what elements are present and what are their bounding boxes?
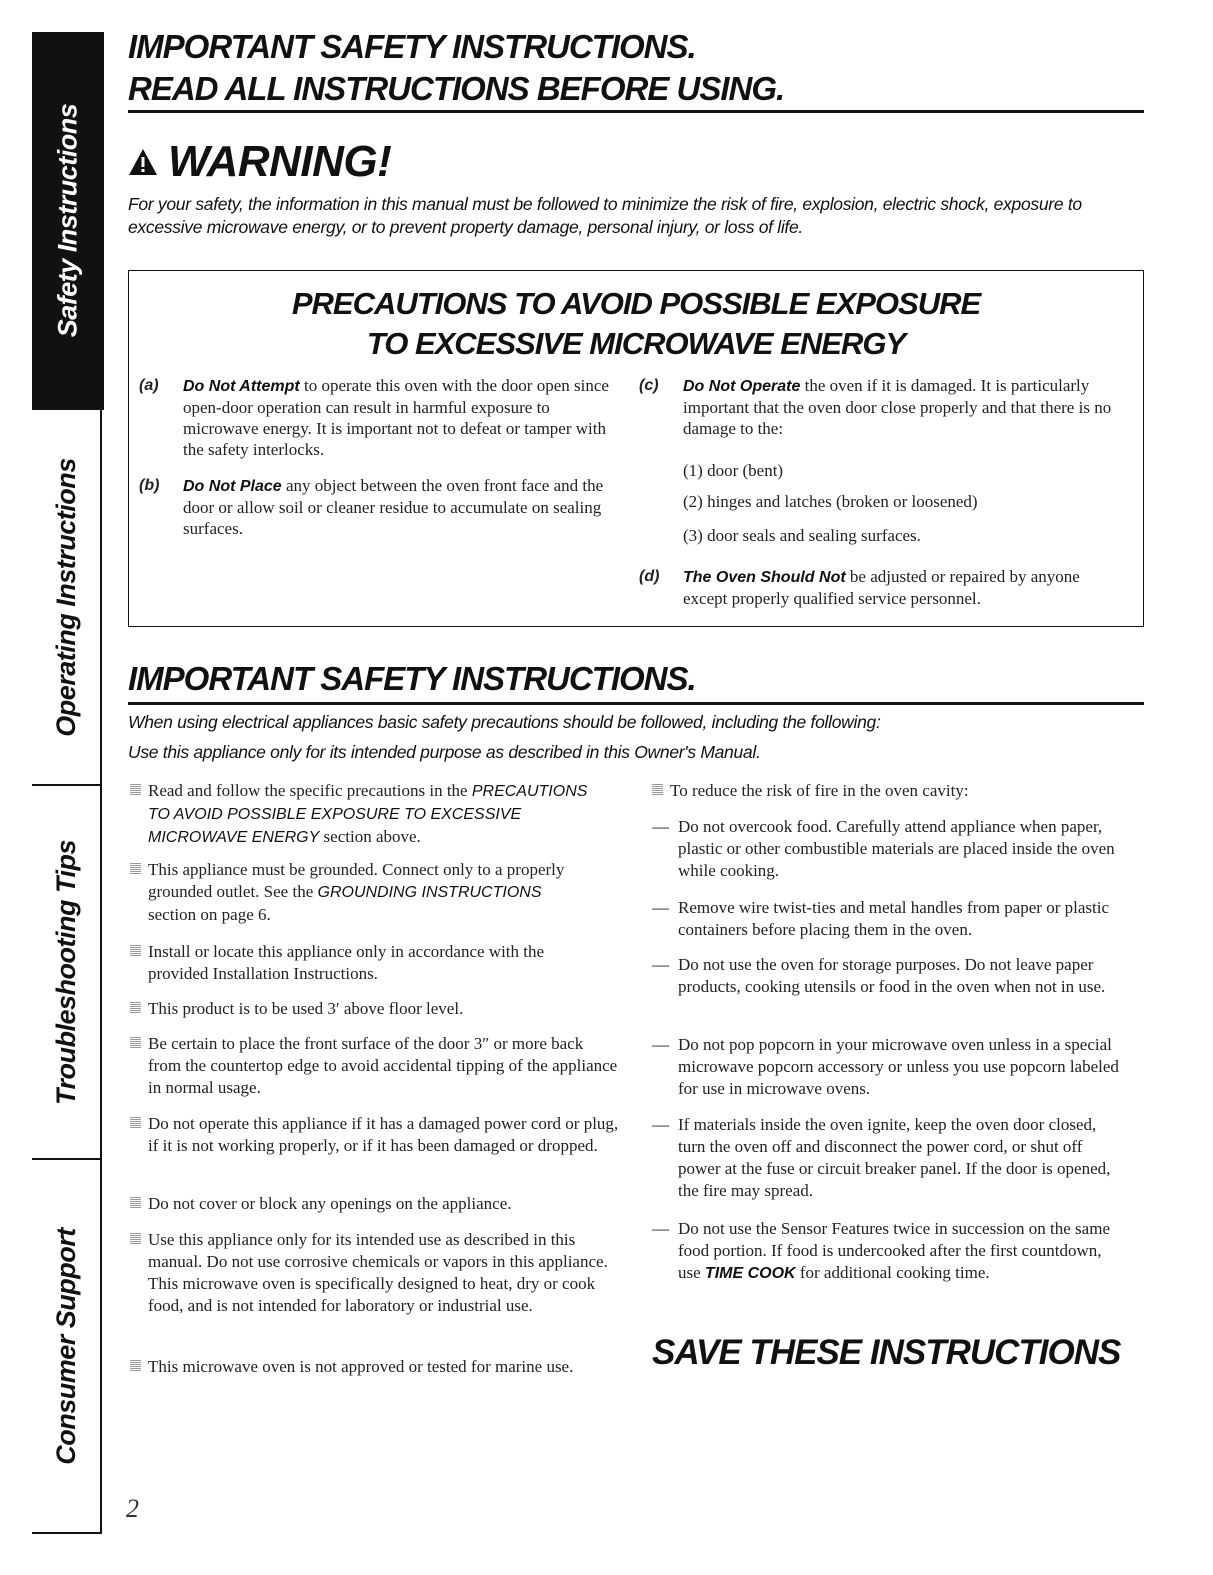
precaution-text: to operate this oven with the door open since open-door operation can result in harmful exposure to microwave energy. It is important not to defeat or tamper with the safety interlocks.	[183, 376, 609, 459]
list-item	[130, 780, 600, 849]
dash-mark: —	[652, 817, 669, 836]
header-rule	[128, 110, 1144, 113]
list-item	[130, 859, 590, 926]
precaution-mark: (a)	[139, 377, 159, 394]
precaution-c-sub-1: (1) door (bent)	[683, 461, 784, 480]
safety-desc-2: Use this appliance only for its intended purpose as described in this Owner's Manual.	[128, 742, 761, 762]
list-item	[130, 1356, 580, 1378]
dash-text: Do not pop popcorn in your microwave oven unless in a special microwave popcorn accessory or unless you use popcorn labeled for use in microwave ovens.	[678, 1035, 1119, 1098]
precaution-lead: Do Not Attempt	[183, 378, 300, 395]
tab-consumer-support[interactable]	[32, 1160, 102, 1534]
precaution-lead: Do Not Operate	[683, 378, 801, 395]
precautions-box	[128, 270, 1144, 627]
dash-text: Do not use the oven for storage purposes. Do not leave paper products, cooking utensils or food in the oven when not in use.	[678, 955, 1106, 996]
precaution-text: the oven if it is damaged. It is particularly important that the oven door close properly and that there is no damage to the:	[683, 376, 1112, 438]
list-item	[130, 1193, 650, 1215]
tab-label: Safety Instructions	[52, 103, 83, 337]
bullet-text: Install or locate this appliance only in accordance with the provided Installation Instructions.	[148, 942, 545, 983]
list-item	[130, 1113, 620, 1157]
warning-triangle-icon	[128, 148, 158, 176]
dash-text: If materials inside the oven ignite, keep the oven door closed, turn the oven off and disconnect the power cord, or shut off power at the fuse or circuit breaker panel. If the door is opened, the fire may spread.	[678, 1115, 1111, 1200]
dash-text: for additional cooking time.	[795, 1263, 990, 1282]
precaution-c-sub-2: (2) hinges and latches (broken or loosened)	[683, 492, 978, 511]
bullet-text: Be certain to place the front surface of the door 3″ or more back from the countertop edge to avoid accidental tipping of the appliance in normal usage.	[148, 1034, 618, 1097]
precaution-lead: The Oven Should Not	[683, 569, 846, 586]
bullet-emphasis: GROUNDING INSTRUCTIONS	[317, 884, 542, 901]
precaution-a	[139, 375, 629, 460]
bullet-icon	[130, 1037, 141, 1048]
tab-label: Troubleshooting Tips	[50, 839, 81, 1105]
bullet-emphasis: PRECAUTIONS TO AVOID POSSIBLE EXPOSURE TO EXCESSIVE MICROWAVE ENERGY	[148, 783, 588, 846]
bullet-text: Use this appliance only for its intended use as described in this manual. Do not use corrosive chemicals or vapors in this appliance. This microwave oven is specifically designed to heat, dry or cook food, and is not intended for laboratory or industrial use.	[148, 1230, 608, 1315]
warning-title: WARNING!	[168, 137, 392, 186]
list-item	[652, 780, 1132, 802]
precaution-mark: (b)	[139, 477, 160, 494]
bullet-text: Read and follow the specific precautions in the	[148, 781, 472, 800]
tab-label: Consumer Support	[50, 1227, 81, 1465]
bullet-text: section on page 6.	[148, 905, 271, 924]
precaution-c-sub-3: (3) door seals and sealing surfaces.	[683, 526, 921, 545]
page-number: 2	[126, 1494, 139, 1523]
list-item	[130, 1033, 620, 1099]
bullet-icon	[130, 1117, 141, 1128]
tab-label: Operating Instructions	[50, 457, 81, 737]
dash-mark: —	[652, 1219, 669, 1238]
precautions-title-line1: PRECAUTIONS TO AVOID POSSIBLE EXPOSURE	[291, 286, 981, 321]
dash-text: Do not overcook food. Carefully attend appliance when paper, plastic or other combustible materials are placed inside the oven while cooking.	[678, 817, 1115, 880]
bullet-icon	[130, 1233, 141, 1244]
list-item	[652, 1218, 1122, 1285]
list-item	[652, 816, 1122, 882]
precaution-text: be adjusted or repaired by anyone except properly qualified service personnel.	[683, 567, 1080, 608]
list-item	[652, 1034, 1122, 1100]
tab-troubleshooting-tips[interactable]	[32, 786, 102, 1160]
precautions-title-line2: TO EXCESSIVE MICROWAVE ENERGY	[366, 326, 906, 361]
precaution-mark: (d)	[639, 568, 660, 585]
bullet-text: Do not cover or block any openings on the appliance.	[148, 1194, 512, 1213]
list-item	[130, 998, 650, 1020]
list-item	[652, 897, 1122, 941]
bullet-icon	[130, 863, 141, 874]
warning-text: For your safety, the information in this manual must be followed to minimize the risk of fire, explosion, electric shock, exposure to excessive microwave energy, or to prevent property damage, personal injury, or loss of life.	[128, 194, 1082, 237]
bullet-text: This appliance must be grounded. Connect only to a properly grounded outlet. See the	[148, 860, 565, 901]
dash-text: Do not use the Sensor Features twice in succession on the same food portion. If food is undercooked after the first countdown, use	[678, 1219, 1110, 1282]
precaution-d	[639, 566, 1119, 609]
precaution-lead: Do Not Place	[183, 478, 282, 495]
dash-mark: —	[652, 1115, 669, 1134]
warning-heading	[128, 137, 391, 187]
safety-rule	[128, 702, 1144, 705]
safety-desc-1: When using electrical appliances basic safety precautions should be followed, including the following:	[128, 712, 881, 732]
bullet-text: To reduce the risk of fire in the oven cavity:	[670, 781, 969, 800]
dash-emphasis: TIME COOK	[704, 1265, 796, 1282]
dash-mark: —	[652, 955, 669, 974]
bullet-icon	[130, 945, 141, 956]
dash-mark: —	[652, 898, 669, 917]
precaution-c	[639, 375, 1119, 439]
dash-text: Remove wire twist-ties and metal handles from paper or plastic containers before placing them in the oven.	[678, 898, 1110, 939]
list-item	[130, 941, 600, 985]
precaution-mark: (c)	[639, 377, 659, 394]
precaution-text: any object between the oven front face and the door or allow soil or cleaner residue to accumulate on sealing surfaces.	[183, 476, 604, 538]
list-item	[652, 954, 1122, 998]
bullet-icon	[130, 1360, 141, 1371]
bullet-icon	[130, 784, 141, 795]
side-tab-nav	[32, 32, 104, 1534]
safety-title: IMPORTANT SAFETY INSTRUCTIONS.	[128, 660, 696, 697]
bullet-icon	[652, 784, 663, 795]
bullet-text: This microwave oven is not approved or tested for marine use.	[148, 1357, 574, 1376]
page-title-line2: READ ALL INSTRUCTIONS BEFORE USING.	[128, 70, 785, 107]
bullet-text: Do not operate this appliance if it has a damaged power cord or plug, if it is not working properly, or if it has been damaged or dropped.	[148, 1114, 619, 1155]
bullet-text: This product is to be used 3′ above floor level.	[148, 999, 464, 1018]
precaution-b	[139, 475, 629, 539]
bullet-icon	[130, 1197, 141, 1208]
save-instructions-heading: SAVE THESE INSTRUCTIONS	[652, 1333, 1121, 1372]
page-title-line1: IMPORTANT SAFETY INSTRUCTIONS.	[128, 28, 696, 65]
dash-mark: —	[652, 1035, 669, 1054]
list-item	[130, 1229, 620, 1317]
bullet-text: section above.	[319, 827, 421, 846]
tab-operating-instructions[interactable]	[32, 410, 102, 786]
list-item	[652, 1114, 1122, 1202]
bullet-icon	[130, 1002, 141, 1013]
tab-safety-instructions[interactable]	[32, 32, 104, 410]
